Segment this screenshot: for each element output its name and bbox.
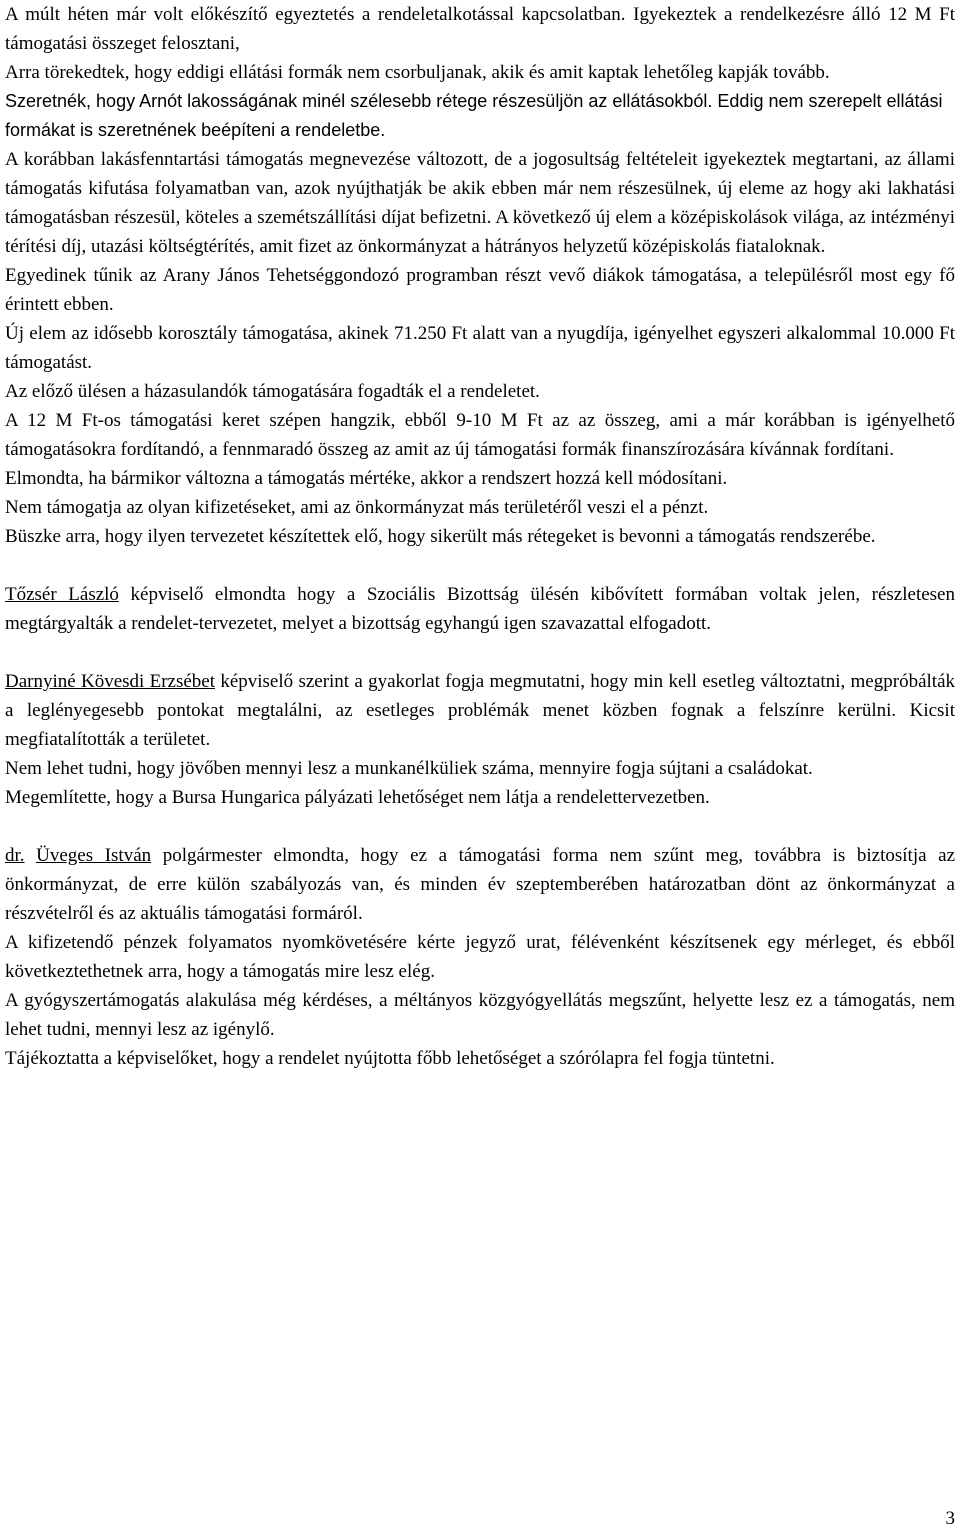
speaker-name: Darnyiné Kövesdi Erzsébet [5,671,216,692]
paragraph-uveges-2: A kifizetendő pénzek folyamatos nyomkövetésére kérte jegyző urat, félévenként készítsenek egy mérleget, és ebből következtethetnek arra, hogy a támogatás mire lesz elég. [5,932,955,982]
paragraph-10: Nem támogatja az olyan kifizetéseket, ami az önkormányzat más területéről veszi el a pénzt. [5,497,709,518]
paragraph-8: A 12 M Ft-os támogatási keret szépen hangzik, ebből 9-10 M Ft az az összeg, ami a már korábban is igényelhető támogatásokra fordítandó, a fennmaradó összeg az amit az új támogatási formák finanszírozására kívánnak fordítani. [5,410,955,460]
paragraph-3: Szeretnék, hogy Arnót lakosságának minél szélesebb rétege részesüljön az ellátásokból. Eddig nem szerepelt ellátási formákat is szeretnének beépíteni a rendeletbe. [5,91,943,140]
speaker-text: képviselő szerint a gyakorlat fogja megmutatni, hogy min kell esetleg változtatni, megpróbálták a leglényegesebb pontokat megtalálni, az esetleges problémák menet közben fognak a felszínre kerülni. Kicsit megfiatalították a területet. [5,671,955,750]
paragraph-2: Arra törekedtek, hogy eddigi ellátási formák nem csorbuljanak, akik és amit kaptak lehetőleg kapják tovább. [5,62,830,83]
blank-line [5,638,955,667]
document-page [5,0,955,1073]
speaker-name: Tőzsér László [5,584,119,605]
speaker-name: Üveges István [36,845,152,866]
speaker-text: képviselő elmondta hogy a Szociális Bizottság ülésén kibővített formában voltak jelen, részletesen megtárgyalták a rendelet-tervezetet, melyet a bizottság egyhangú igen szavazattal elfogadott. [5,584,955,634]
paragraph-5: Egyedinek tűnik az Arany János Tehetséggondozó programban részt vevő diákok támogatása, a településről most egy fő érintett ebben. [5,265,955,315]
paragraph-uveges-3: A gyógyszertámogatás alakulása még kérdéses, a méltányos közgyógyellátás megszűnt, helyette lesz ez a támogatás, nem lehet tudni, mennyi lesz az igénylő. [5,990,955,1040]
paragraph-uveges-4: Tájékoztatta a képviselőket, hogy a rendelet nyújtotta főbb lehetőséget a szórólapra fel fogja tüntetni. [5,1048,775,1069]
paragraph-9: Elmondta, ha bármikor változna a támogatás mértéke, akkor a rendszert hozzá kell módosítani. [5,468,728,489]
paragraph-7: Az előző ülésen a házasulandók támogatására fogadták el a rendeletet. [5,381,540,402]
paragraph-1: A múlt héten már volt előkészítő egyeztetés a rendeletalkotással kapcsolatban. Igyekeztek a rendelkezésre álló 12 M Ft támogatási összeget felosztani, [5,4,955,54]
page-number: 3 [945,1508,955,1529]
speaker-paragraph-uveges [5,841,955,928]
paragraph-11: Büszke arra, hogy ilyen tervezetet készítettek elő, hogy sikerült más rétegeket is bevonni a támogatás rendszerébe. [5,526,876,547]
speaker-text: polgármester elmondta, hogy ez a támogatási forma nem szűnt meg, továbbra is biztosítja az önkormányzat, de erre külön szabályozás van, és minden év szeptemberében határozatban dönt az önkormányzat a részvételről és az aktuális támogatási formáról. [5,845,955,924]
blank-line [5,551,955,580]
paragraph-4: A korábban lakásfenntartási támogatás megnevezése változott, de a jogosultság feltételeit igyekeztek megtartani, az állami támogatás kifutása folyamatban van, azok nyújthatják be akik ebben már nem részesülnek, új eleme az hogy aki lakhatási támogatásban részesül, köteles a szemétszállítási díjat befizetni. A következő új elem a középiskolások világa, az intézményi térítési díj, utazási költségtérítés, amit fizet az önkormányzat a hátrányos helyzetű középiskolás fiataloknak. [5,149,955,257]
blank-line [5,812,955,841]
speaker-paragraph-darnyine [5,667,955,754]
paragraph-darnyine-2: Nem lehet tudni, hogy jövőben mennyi lesz a munkanélküliek száma, mennyire fogja sújtani a családokat. [5,758,813,779]
paragraph-6: Új elem az idősebb korosztály támogatása, akinek 71.250 Ft alatt van a nyugdíja, igényelhet egyszeri alkalommal 10.000 Ft támogatást. [5,323,955,373]
paragraph-darnyine-3: Megemlítette, hogy a Bursa Hungarica pályázati lehetőséget nem látja a rendelettervezetben. [5,787,710,808]
speaker-paragraph-tozser [5,580,955,638]
speaker-name-prefix: dr. [5,845,25,866]
